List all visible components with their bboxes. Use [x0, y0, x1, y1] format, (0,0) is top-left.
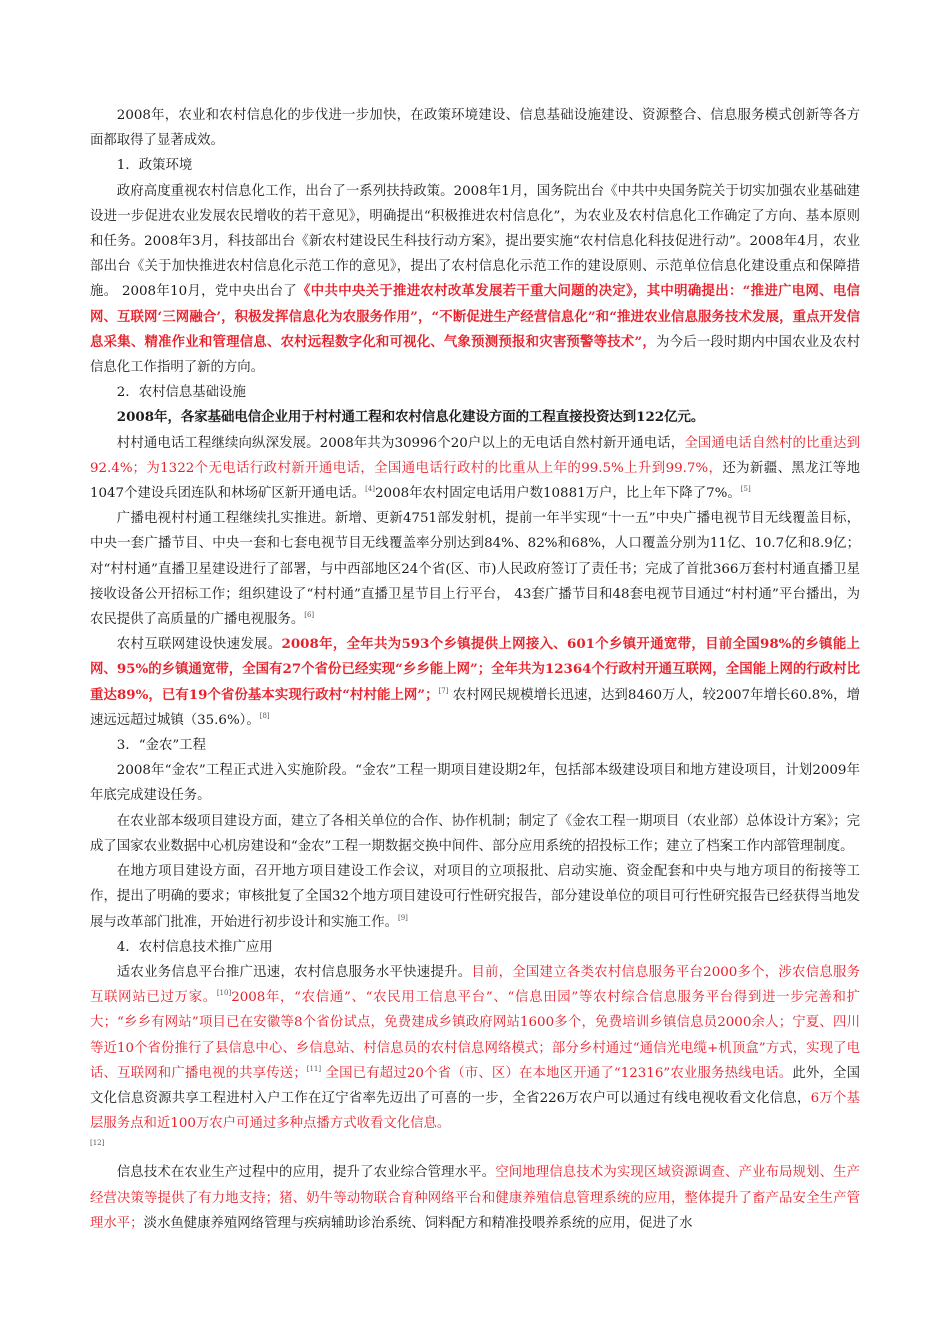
section-heading-policy: 1．政策环境 [116, 158, 193, 174]
paragraph-gap [90, 1150, 860, 1160]
intro-paragraph [90, 103, 860, 153]
section-heading-jinnong: 3．“金农”工程 [116, 738, 206, 754]
section-heading-technology: 4．农村信息技术推广应用 [116, 939, 273, 955]
phone-text-2: 还为新疆、黑龙江等地1047个建设兵团连队和林场矿区新开通电话。 [90, 460, 860, 502]
service-highlight-4: 6万个基层服务点和近100万农户可通过多种点播方式收看文化信息。 [90, 1090, 860, 1132]
reference-4: [4] [365, 485, 376, 494]
section-heading-infrastructure: 2．农村信息基础设施 [116, 385, 246, 401]
service-text-2: 此外，全国文化信息资源共享工程进村入户工作在辽宁省率先迈出了可喜的一步，全省226万农户可以通过有线电视收看文化信息， [90, 1065, 860, 1106]
intro-text: 2008年，农业和农村信息化的步伐进一步加快，在政策环境建设、信息基础设施建设、资源整合、信息服务模式创新等各方面都取得了显著成效。 [90, 108, 860, 149]
jinnong-paragraph-1: 2008年“金农”工程正式进入实施阶段。“金农”工程一期项目建设期2年，包括部本级建设项目和地方建设项目，计划2009年年底完成建设任务。 [90, 763, 860, 804]
investment-paragraph: 2008年，各家基础电信企业用于村村通工程和农村信息化建设方面的工程直接投资达到122亿元。 [116, 409, 705, 426]
policy-paragraph [90, 179, 860, 381]
document-page [90, 103, 860, 1236]
reference-6: [6] [304, 611, 315, 620]
internet-text-2: 农村网民规模增长迅速，达到8460万人，较2007年增长60.8%，增速远远超过城镇（35.6%）。 [90, 687, 860, 728]
internet-highlight: 2008年，全年共为593个乡镇提供上网接入、601个乡镇开通宽带，目前全国98%的乡镇能上网、95%的乡镇通宽带，全国有27个省份已经实现“乡乡能上网”；全年共为12364个行政村开通互联网，全国能上网的行政村比重达89%，已有19个省份基本实现行政村“村村能上网”； [90, 636, 861, 703]
production-highlight: 空间地理信息技术为实现区域资源调查、产业布局规划、生产经营决策等提供了有力地支持；猪、奶牛等动物联合育种网络平台和健康养殖信息管理系统的应用，整体提升了畜产品安全生产管理水平； [90, 1165, 860, 1231]
service-highlight-2: 2008年，“农信通”、“农民用工信息平台”、“信息田园”等农村综合信息服务平台得到进一步完善和扩大；“乡乡有网站”项目已在安徽等8个省份试点，免费建成乡镇政府网站1600多个，免费培训乡镇信息员2000余人；宁夏、四川等近10个省份推行了县信息中心、乡信息站、村信息员的农村信息网络模式；部分乡村通过“通信光电缆+机顶盒”方式，实现了电话、互联网和广播电视的共享传送； [90, 990, 861, 1081]
tv-text: 广播电视村村通工程继续扎实推进。新增、更新4751部发射机，提前一年半实现“十一五”中央广播电视节目无线覆盖目标，中央一套广播节目、中央一套和七套电视节目无线覆盖率分别达到84%、82%和68%，人口覆盖分别为11亿、10.7亿和8.9亿；对“村村通”直播卫星建设进行了部署，与中西部地区24个省(区、市)人民政府签订了责任书；完成了首批366万套村村通直播卫星接收设备公开招标工作；组织建设了“村村通”直播卫星节目上行平台， 43套广播节目和48套电视节目通过“村村通”平台播出，为农民提供了高质量的广播电视服务。 [90, 511, 860, 628]
phone-highlight: 全国通电话自然村的比重达到92.4%；为1322个无电话行政村新开通电话，全国通电话行政村的比重从上年的99.5%上升到99.7%， [90, 435, 861, 476]
reference-9: [9] [397, 913, 408, 922]
policy-text: 政府高度重视农村信息化工作，出台了一系列扶持政策。2008年1月，国务院出台《中共中央国务院关于切实加强农业基础建设进一步促进农业发展农民增收的若干意见》，明确提出“积极推进农村信息化”，为农业及农村信息化工作确定了方向、基本原则和任务。2008年3月，科技部出台《新农村建设民生科技行动方案》，提出要实施“农村信息化科技促进行动”。2008年4月，农业部出台《关于加快推进农村信息化示范工作的意见》，提出了农村信息化示范工作的建设原则、示范单位信息化建设重点和保障措施。 2008年10月，党中央出台了 [90, 183, 860, 300]
internet-text: 农村互联网建设快速发展。 [116, 637, 282, 653]
service-highlight-3: 全国已有超过20个省（市、区）在本地区开通了“12316”农业服务热线电话。 [321, 1065, 793, 1081]
phone-text-3: 2008年农村固定电话用户数10881万户，比上年下降了7%。 [375, 486, 741, 502]
internet-paragraph [90, 632, 860, 733]
service-text: 适农业务信息平台推广迅速，农村信息服务水平快速提升。 [116, 964, 472, 980]
jinnong-paragraph-3 [90, 859, 860, 935]
jinnong-paragraph-2: 在农业部本级项目建设方面，建立了各相关单位的合作、协作机制；制定了《金农工程一期项目（农业部）总体设计方案》；完成了国家农业数据中心机房建设和“金农”工程一期数据交换中间件、部分应用系统的招投标工作；建立了档案工作内部管理制度。 [90, 813, 860, 854]
reference-5: [5] [740, 485, 751, 494]
service-paragraph [90, 960, 860, 1136]
reference-12: [12] [90, 1139, 105, 1148]
reference-11: [11] [306, 1064, 322, 1073]
reference-10: [10] [216, 989, 232, 998]
service-highlight: 目前，全国建立各类农村信息服务平台2000多个，涉农信息服务互联网站已过万家。 [90, 964, 860, 1006]
reference-8: [8] [259, 711, 270, 720]
production-text: 信息技术在农业生产过程中的应用，提升了农业综合管理水平。 [116, 1165, 496, 1181]
tv-paragraph [90, 506, 860, 632]
production-text-2: 淡水鱼健康养殖网络管理与疾病辅助诊治系统、饲料配方和精准投喂养系统的应用，促进了水 [143, 1215, 693, 1231]
phone-paragraph [90, 431, 860, 507]
phone-text: 村村通电话工程继续向纵深发展。2008年共为30996个20户以上的无电话自然村新开通电话， [116, 435, 685, 451]
policy-text-end: 为今后一段时期内中国农业及农村信息化工作指明了新的方向。 [90, 334, 860, 376]
policy-highlight: 《中共中央关于推进农村改革发展若干重大问题的决定》，其中明确提出：“推进广电网、电信网、互联网‘三网融合’，积极发挥信息化为农服务作用”，“不断促进生产经营信息化”和“推进农业信息服务技术发展，重点开发信息采集、精准作业和管理信息、农村远程数字化和可视化、气象预测预报和灾害预警等技术”， [90, 283, 860, 350]
reference-7: [7] [438, 686, 449, 695]
production-paragraph [90, 1160, 860, 1236]
jinnong-text-3: 在地方项目建设方面，召开地方项目建设工作会议，对项目的立项报批、启动实施、资金配套和中央与地方项目的衔接等工作，提出了明确的要求；审核批复了全国32个地方项目建设可行性研究报告，部分建设单位的项目可行性研究报告已经获得当地发展与改革部门批准，开始进行初步设计和实施工作。 [90, 864, 860, 930]
